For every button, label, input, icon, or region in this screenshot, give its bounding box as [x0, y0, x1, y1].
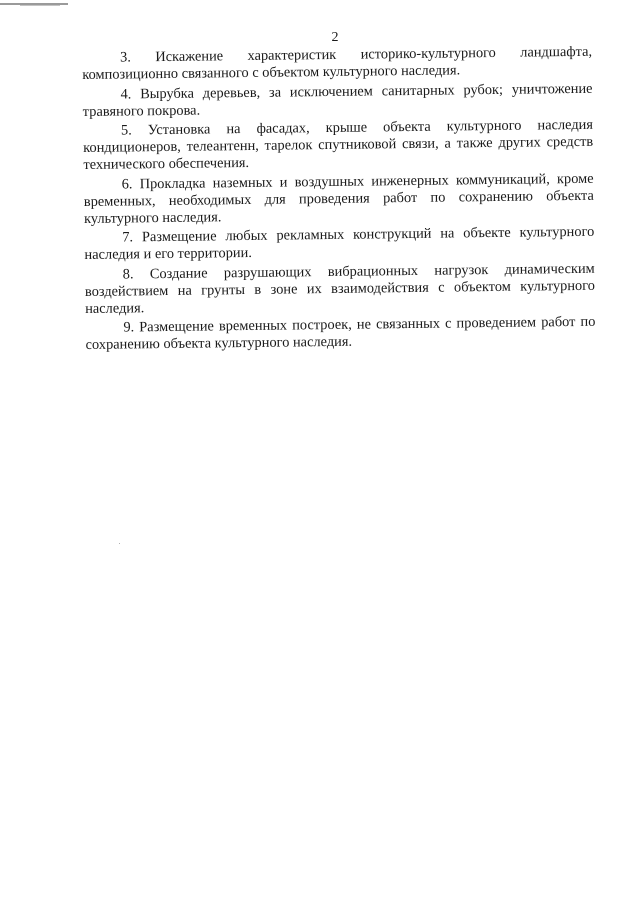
list-item: 7. Размещение любых рекламных конструкций на объекте культурного наследия и его территории. [84, 223, 595, 263]
list-item: 9. Размещение временных построек, не связанных с проведением работ по сохранению объекта культурного наследия. [85, 313, 596, 353]
restrictions-list [82, 44, 596, 357]
page-number: 2 [331, 30, 339, 45]
list-item: 6. Прокладка наземных и воздушных инженерных коммуникаций, кроме временных, необходимых для проведения работ по сохранению объекта культурного наследия. [83, 170, 594, 227]
scan-speck [119, 543, 120, 544]
list-item: 3. Искажение характеристик историко-культурного ландшафта, композиционно связанного с объектом культурного наследия. [82, 43, 593, 83]
scan-artifact-line-faint [20, 5, 60, 6]
list-item: 4. Вырубка деревьев, за исключением санитарных рубок; уничтожение травяного покрова. [82, 80, 593, 120]
list-item: 8. Создание разрушающих вибрационных нагрузок динамическим воздействием на грунты в зоне их взаимодействия с объектом культурного наследия. [84, 260, 596, 317]
list-item: 5. Установка на фасадах, крыше объекта культурного наследия кондиционеров, телеантенн, тарелок спутниковой связи, а также других средств технического обеспечения. [83, 116, 594, 173]
